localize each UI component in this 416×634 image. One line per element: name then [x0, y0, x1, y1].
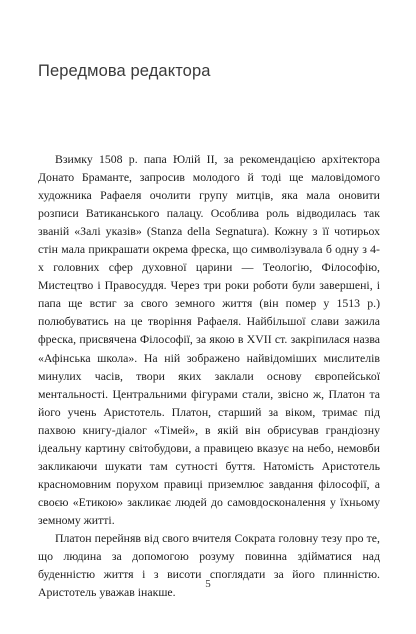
page-number: 5 — [205, 578, 211, 590]
body-text — [38, 150, 380, 601]
paragraph-1: Взимку 1508 р. папа Юлій II, за рекомендацією архітектора Донато Браманте, запросив молодого й тоді ще маловідомого художника Рафаеля очолити групу митців, яка мала оновити розписи Ватиканського палацу. Особлива роль відводилась так званій «Залі указів» (Stanza della Segnatura). Кожну з її чотирьох стін мала прикрашати окрема фреска, що символізувала б одну з 4-х головних сфер духовної царини — Теологію, Філософію, Мистецтво і Правосуддя. Через три роки роботи були завершені, і папа ще встиг за свого земного життя (він помер у 1513 р.) полюбуватись на це творіння Рафаеля. Найбільшої слави зажила фреска, присвячена Філософії, за якою в XVII ст. закріпилася назва «Афінська школа». На ній зображено найвідоміших мислителів минулих часів, твори яких заклали основу європейської ментальності. Центральними фігурами стали, звісно ж, Платон та його учень Аристотель. Платон, старший за віком, тримає під пахвою книгу-діалог «Тімей», в якій він обрисував грандіозну ідеальну картину світобудови, а правицею вказує на небо, немовби закликаючи шукати там сутності буття. Натомість Аристотель красномовним порухом правиці приземлює завдання філософії, а своєю «Етикою» закликає людей до самовдосконалення у їхньому земному житті. — [38, 152, 380, 527]
chapter-heading: Передмова редактора — [38, 62, 211, 80]
paragraph-2: Платон перейняв від свого вчителя Сократа головну тезу про те, що людина за допомогою розуму повинна здійматися над буденністю життя і з висоти споглядати за його плинністю. Аристотель уважав інакше. — [38, 530, 380, 600]
